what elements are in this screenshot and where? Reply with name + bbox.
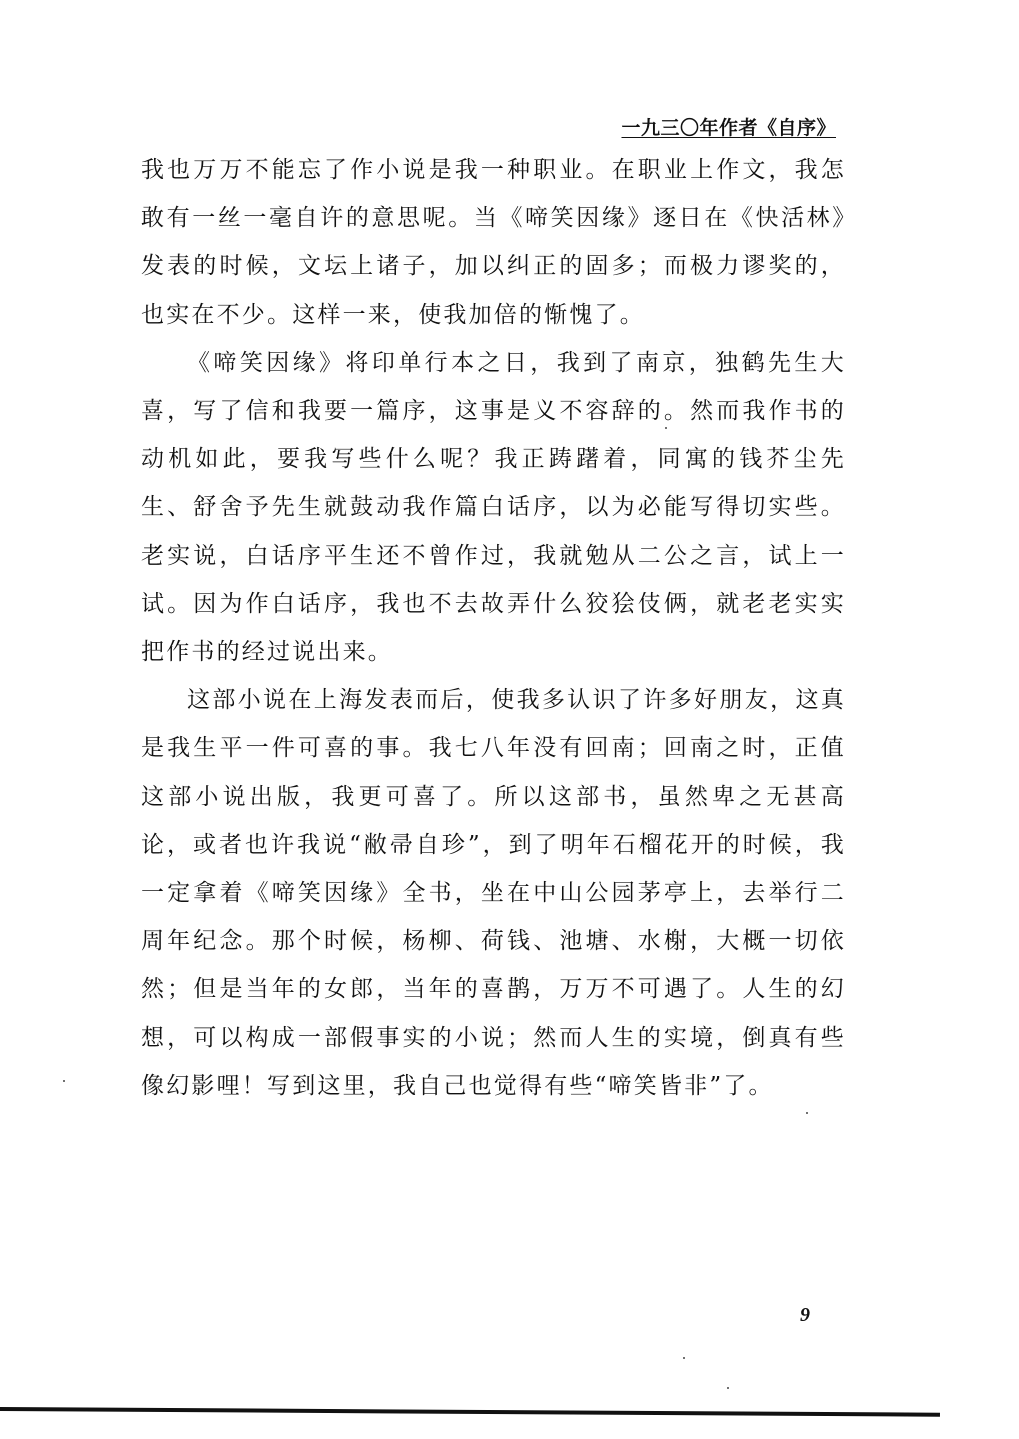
scan-speck	[665, 427, 667, 429]
scan-speck	[806, 1112, 808, 1114]
paragraph-preface-occasion: 《啼笑因缘》将印单行本之日，我到了南京，独鹤先生大喜，写了信和我要一篇序，这事是义不容辞的。然而我作书的动机如此，要我写些什么呢？我正踌躇着，同寓的钱芥尘先生、舒舍予先生就鼓动我作篇白话序，以为必能写得切实些。老实说，白话序平生还不曾作过，我就勉从二公之言，试上一试。因为作白话序，我也不去故弄什么狡狯伎俩，就老老实实把作书的经过说出来。	[141, 349, 846, 666]
scan-speck	[683, 1357, 685, 1359]
paragraph-continued: 我也万万不能忘了作小说是我一种职业。在职业上作文，我怎敢有一丝一毫自许的意思呢。当《啼笑因缘》逐日在《快活林》发表的时候，文坛上诸子，加以纠正的固多；而极力谬奖的，也实在不少。这样一来，使我加倍的惭愧了。	[141, 157, 846, 328]
paragraph-friends-and-anniversary: 这部小说在上海发表而后，使我多认识了许多好朋友，这真是我生平一件可喜的事。我七八年没有回南；回南之时，正值这部小说出版，我更可喜了。所以这部书，虽然卑之无甚高论，或者也许我说“敝帚自珍”，到了明年石榴花开的时候，我一定拿着《啼笑因缘》全书，坐在中山公园茅亭上，去举行二周年纪念。那个时候，杨柳、荷钱、池塘、水榭，大概一切依然；但是当年的女郎，当年的喜鹊，万万不可遇了。人生的幻想，可以构成一部假事实的小说；然而人生的实境，倒真有些像幻影哩！写到这里，我自己也觉得有些“啼笑皆非”了。	[141, 687, 846, 1099]
body-text	[141, 146, 846, 1110]
scan-speck	[727, 1387, 729, 1389]
bottom-rule	[0, 1407, 940, 1417]
scan-speck	[63, 1080, 65, 1082]
page-number: 9	[800, 1304, 810, 1326]
running-head: 一九三〇年作者《自序》	[621, 117, 836, 139]
